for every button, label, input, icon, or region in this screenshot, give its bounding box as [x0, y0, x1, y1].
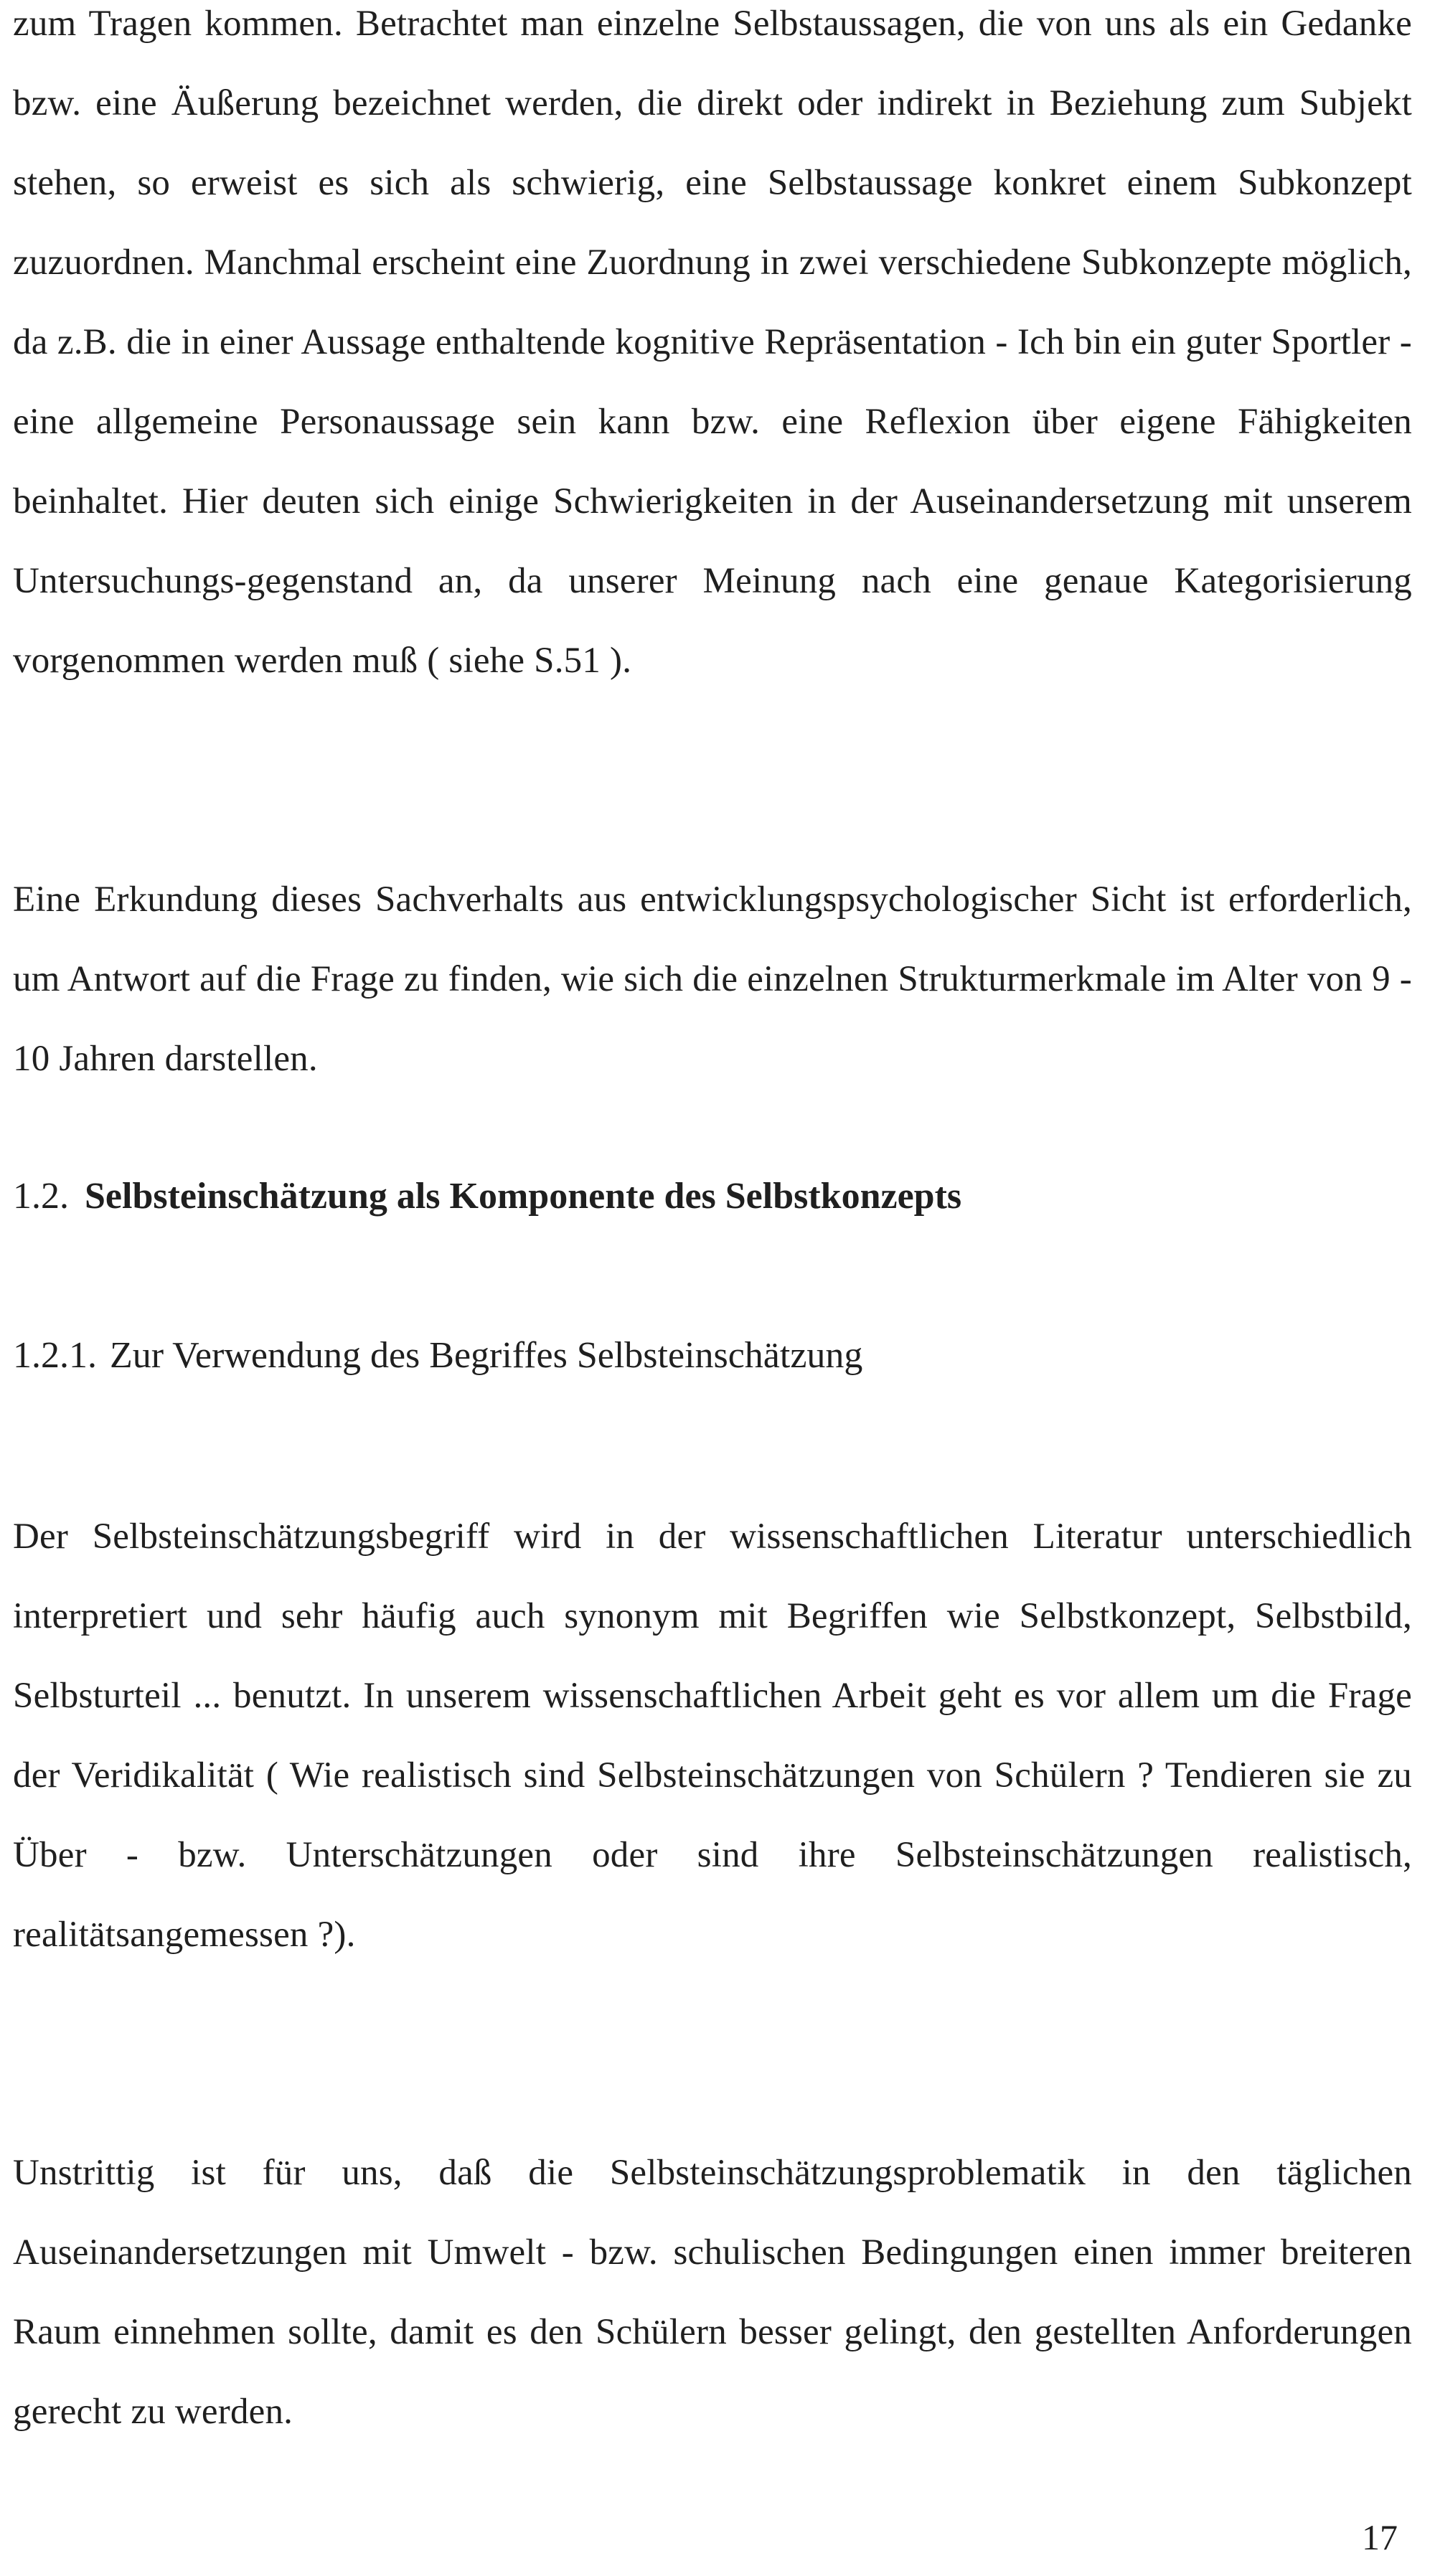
paragraph-developmental-view: Eine Erkundung dieses Sachverhalts aus entwicklungspsychologischer Sicht ist erforderlich, um Antwort auf die Frage zu finden, wie sich die einzelnen Strukturmerkmale im Alter von 9 - 10 Jahren darstellen.	[13, 879, 1412, 1079]
subsection-title: Zur Verwendung des Begriffes Selbsteinschätzung	[110, 1335, 863, 1376]
paragraph-term-usage: Der Selbsteinschätzungsbegriff wird in der wissenschaftlichen Literatur unterschiedlich interpretiert und sehr häufig auch synonym mit Begriffen wie Selbstkonzept, Selbstbild, Selbsturteil ... benutzt. In unserem wissenschaftlichen Arbeit geht es vor allem um die Frage der Veridikalität ( Wie realistisch sind Selbsteinschätzungen von Schülern ? Tendieren sie zu Über - bzw. Unterschätzungen oder sind ihre Selbsteinschätzungen realistisch, realitätsangemessen ?).	[13, 1516, 1412, 1955]
subsection-number: 1.2.1.	[13, 1335, 97, 1376]
section-number: 1.2.	[13, 1176, 69, 1217]
paragraph-conclusion: Unstrittig ist für uns, daß die Selbsteinschätzungsproblematik in den täglichen Auseinandersetzungen mit Umwelt - bzw. schulischen Bedingungen einen immer breiteren Raum einnehmen sollte, damit es den Schülern besser gelingt, den gestellten Anforderungen gerecht zu werden.	[13, 2153, 1412, 2432]
section-heading	[13, 1175, 961, 1217]
page-number: 17	[1362, 2517, 1398, 2557]
paragraph-intro-continuation: zum Tragen kommen. Betrachtet man einzelne Selbstaussagen, die von uns als ein Gedanke bzw. eine Äußerung bezeichnet werden, die direkt oder indirekt in Beziehung zum Subjekt stehen, so erweist es sich als schwierig, eine Selbstaussage konkret einem Subkonzept zuzuordnen. Manchmal erscheint eine Zuordnung in zwei verschiedene Subkonzepte möglich, da z.B. die in einer Aussage enthaltende kognitive Repräsentation - Ich bin ein guter Sportler - eine allgemeine Personaussage sein kann bzw. eine Reflexion über eigene Fähigkeiten beinhaltet. Hier deuten sich einige Schwierigkeiten in der Auseinandersetzung mit unserem Untersuchungs-gegenstand an, da unserer Meinung nach eine genaue Kategorisierung vorgenommen werden muß ( siehe S.51 ).	[13, 4, 1412, 681]
subsection-heading	[13, 1334, 862, 1377]
section-title: Selbsteinschätzung als Komponente des Selbstkonzepts	[85, 1176, 962, 1217]
